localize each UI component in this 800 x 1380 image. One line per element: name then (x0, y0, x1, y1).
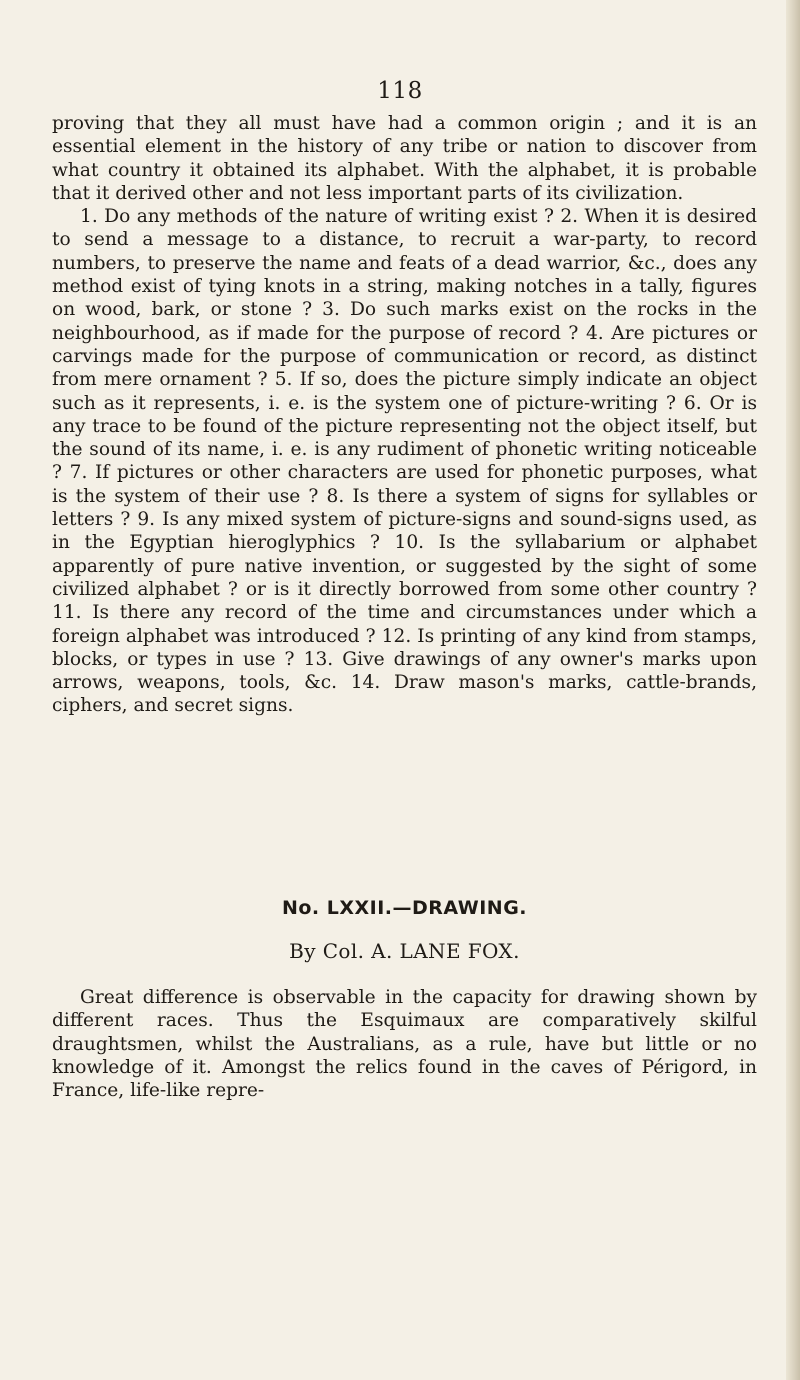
section-byline: By Col. A. LANE FOX. (289, 939, 520, 963)
questions-paragraph: 1. Do any methods of the nature of writing exist ? 2. When it is desired to send a message to a distance, to recruit a war-party, to record numbers, to preserve the name and feats of a dead warrior, &c., does any method exist of tying knots in a string, making notches in a tally, figures on wood, bark, or stone ? 3. Do such marks exist on the rocks in the neighbourhood, as if made for the purpose of record ? 4. Are pictures or carvings made for the purpose of communication or record, as distinct from mere ornament ? 5. If so, does the picture simply indicate an object such as it represents, i. e. is the system one of picture-writing ? 6. Or is any trace to be found of the picture representing not the object itself, but the sound of its name, i. e. is any rudiment of phonetic writing noticeable ? 7. If pictures or other characters are used for phonetic purposes, what is the system of their use ? 8. Is there a system of signs for syllables or letters ? 9. Is any mixed system of picture-signs and sound-signs used, as in the Egyptian hieroglyphics ? 10. Is the syllabarium or alphabet apparently of pure native invention, or suggested by the sight of some civilized alphabet ? or is it directly borrowed from some other country ? 11. Is there any record of the time and circumstances under which a foreign alphabet was introduced ? 12. Is printing of any kind from stamps, blocks, or types in use ? 13. Give drawings of any owner's marks upon arrows, weapons, tools, &c. 14. Draw mason's marks, cattle-brands, ciphers, and secret signs. (52, 206, 757, 717)
section-heading: No. LXXII.—DRAWING. (281, 897, 528, 919)
body-text (52, 112, 757, 718)
continuation-paragraph: proving that they all must have had a common origin ; and it is an essential element in the history of any tribe or nation to discover from what country it obtained its alphabet. With the alphabet, it is probable that it derived other and not less important parts of its civilization. (52, 113, 757, 204)
page-edge (786, 0, 800, 1380)
section-paragraph: Great difference is observable in the capacity for drawing shown by different races. Thus the Esquimaux are comparatively skilful draughtsmen, whilst the Australians, as a rule, have but little or no knowledge of it. Amongst the relics found in the caves of Périgord, in France, life-like repre- (52, 987, 757, 1102)
page-number: 118 (377, 78, 423, 104)
section-text (52, 986, 757, 1102)
